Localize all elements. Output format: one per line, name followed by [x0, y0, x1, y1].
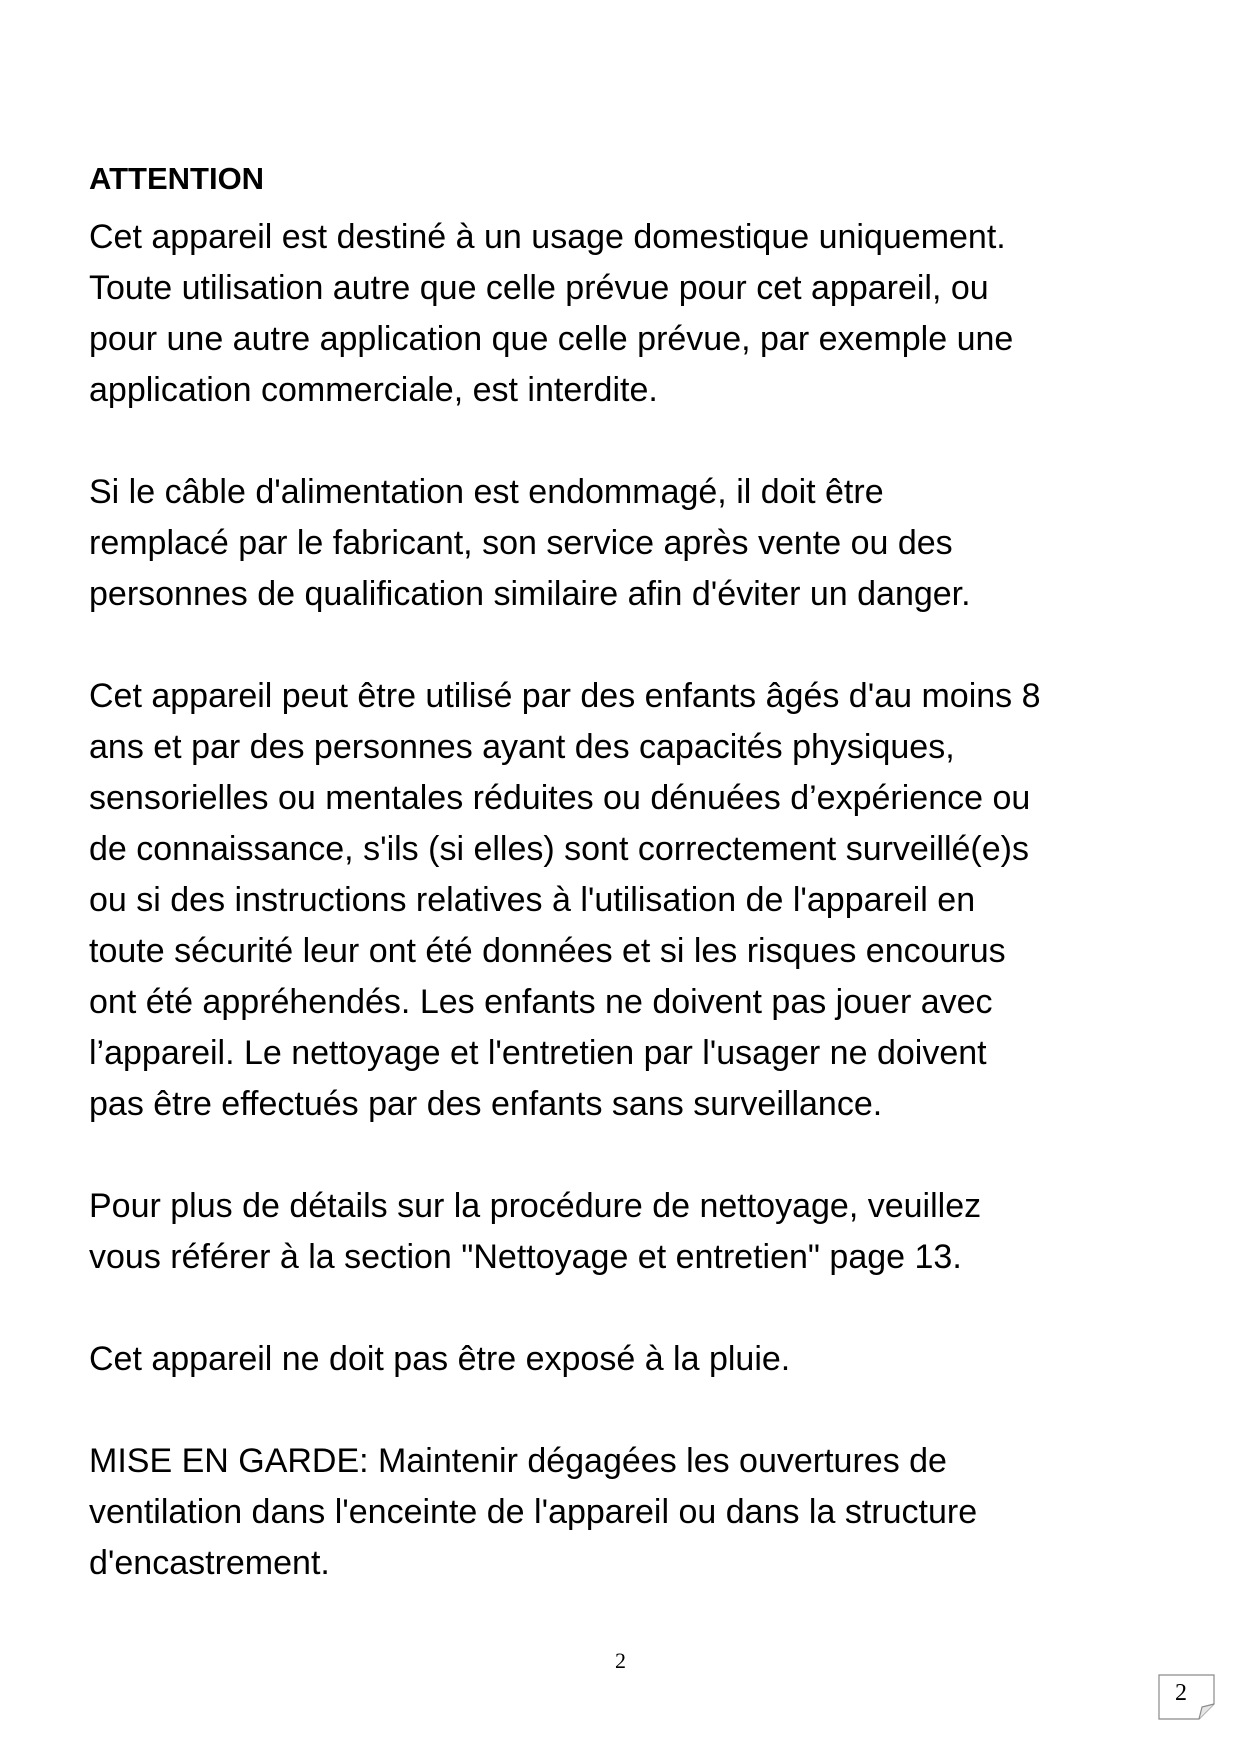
paragraph-usage: Cet appareil est destiné à un usage domestique uniquement. Toute utilisation autre que celle prévue pour cet appareil, ou pour une autre application que celle prévue, par exemple une application commerciale, est interdite.: [89, 218, 1014, 409]
attention-heading: ATTENTION: [89, 161, 265, 196]
paragraph-rain-warning: Cet appareil ne doit pas être exposé à la pluie.: [89, 1340, 791, 1378]
page-number: 2: [615, 1648, 626, 1673]
paragraph-cleaning-reference: Pour plus de détails sur la procédure de nettoyage, veuillez vous référer à la section "Nettoyage et entretien" page 13.: [89, 1187, 982, 1276]
document-body: [89, 160, 1169, 1589]
paragraph-power-cable: Si le câble d'alimentation est endommagé, il doit être remplacé par le fabricant, son service après vente ou des personnes de qualification similaire afin d'éviter un danger.: [89, 473, 971, 613]
corner-page-number: 2: [1175, 1680, 1187, 1706]
page-corner-badge: [1158, 1674, 1215, 1720]
paragraph-ventilation-warning: MISE EN GARDE: Maintenir dégagées les ouvertures de ventilation dans l'enceinte de l'appareil ou dans la structure d'encastrement.: [89, 1442, 978, 1582]
paragraph-children-safety: Cet appareil peut être utilisé par des enfants âgés d'au moins 8 ans et par des personnes ayant des capacités physiques, sensorielles ou mentales réduites ou dénuées d’expérience ou de connaissance, s'ils (si elles) sont correctement surveillé(e)s ou si des instructions relatives à l'utilisation de l'appareil en toute sécurité leur ont été données et si les risques encourus ont été appréhendés. Les enfants ne doivent pas jouer avec l’appareil. Le nettoyage et l'entretien par l'usager ne doivent pas être effectués par des enfants sans surveillance.: [89, 677, 1041, 1123]
